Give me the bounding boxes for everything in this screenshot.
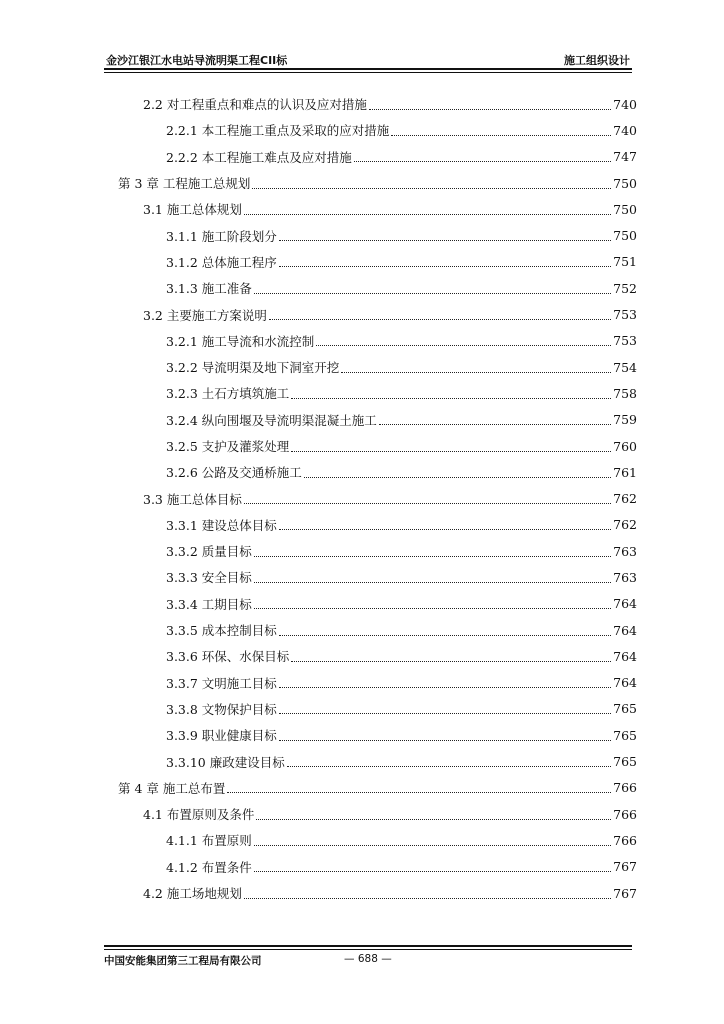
- toc-entry[interactable]: [0, 196, 724, 222]
- toc-entry-title: 2.2 对工程重点和难点的认识及应对措施: [143, 97, 367, 113]
- toc-entry-page: 759: [613, 412, 637, 428]
- toc-entry[interactable]: [0, 854, 724, 880]
- toc-dot-leader: [244, 898, 611, 899]
- toc-entry-page: 750: [613, 228, 637, 244]
- toc-dot-leader: [291, 661, 611, 662]
- toc-entry-page: 765: [613, 701, 637, 717]
- toc-dot-leader: [244, 503, 611, 504]
- toc-dot-leader: [379, 424, 611, 425]
- toc-entry-title: 3.1.3 施工准备: [166, 281, 252, 297]
- toc-entry-title: 4.1 布置原则及条件: [143, 807, 255, 823]
- toc-dot-leader: [279, 635, 611, 636]
- toc-dot-leader: [254, 845, 611, 846]
- toc-dot-leader: [287, 766, 611, 767]
- toc-entry[interactable]: [0, 380, 724, 406]
- toc-entry-page: 766: [613, 806, 637, 822]
- toc-entry[interactable]: [0, 538, 724, 564]
- toc-entry-page: 762: [613, 491, 637, 507]
- header-rule-thick: [104, 68, 632, 70]
- toc-entry-title: 3.3.8 文物保护目标: [166, 701, 277, 717]
- toc-entry-title: 3.2.6 公路及交通桥施工: [166, 465, 302, 481]
- toc-entry[interactable]: [0, 328, 724, 354]
- toc-entry-page: 750: [613, 175, 637, 191]
- toc-entry-page: 764: [613, 622, 637, 638]
- toc-entry[interactable]: [0, 144, 724, 170]
- toc-entry-page: 764: [613, 675, 637, 691]
- toc-dot-leader: [254, 871, 611, 872]
- page-header: [104, 52, 632, 68]
- toc-entry-page: 766: [613, 780, 637, 796]
- toc-entry[interactable]: [0, 722, 724, 748]
- toc-entry-page: 758: [613, 385, 637, 401]
- toc-entry-title: 3.3.5 成本控制目标: [166, 623, 277, 639]
- toc-entry[interactable]: [0, 801, 724, 827]
- toc-dot-leader: [244, 214, 611, 215]
- toc-entry[interactable]: [0, 275, 724, 301]
- footer-page-number: — 688 —: [344, 953, 392, 965]
- toc-dot-leader: [254, 608, 611, 609]
- toc-dot-leader: [279, 740, 611, 741]
- toc-entry-page: 762: [613, 517, 637, 533]
- toc-entry-page: 764: [613, 596, 637, 612]
- toc-entry[interactable]: [0, 748, 724, 774]
- toc-entry-title: 3.3.2 质量目标: [166, 544, 252, 560]
- toc-dot-leader: [291, 398, 611, 399]
- toc-entry[interactable]: [0, 301, 724, 327]
- toc-entry-title: 第 4 章 施工总布置: [118, 780, 226, 796]
- toc-entry-title: 3.1.1 施工阶段划分: [166, 228, 277, 244]
- toc-entry-page: 765: [613, 727, 637, 743]
- toc-dot-leader: [316, 345, 611, 346]
- toc-entry-page: 753: [613, 307, 637, 323]
- page-footer: [104, 953, 632, 969]
- toc-entry[interactable]: [0, 696, 724, 722]
- toc-entry-title: 4.1.1 布置原则: [166, 833, 252, 849]
- toc-entry-title: 第 3 章 工程施工总规划: [118, 176, 251, 192]
- toc-entry-title: 3.2.4 纵向围堰及导流明渠混凝土施工: [166, 412, 377, 428]
- toc-entry-page: 740: [613, 96, 637, 112]
- toc-entry-page: 765: [613, 754, 637, 770]
- toc-dot-leader: [269, 319, 611, 320]
- toc-entry-title: 4.1.2 布置条件: [166, 859, 252, 875]
- table-of-contents: [0, 91, 724, 906]
- toc-entry[interactable]: [0, 643, 724, 669]
- toc-entry-title: 3.2.2 导流明渠及地下洞室开挖: [166, 360, 340, 376]
- toc-entry-title: 3.3.7 文明施工目标: [166, 675, 277, 691]
- toc-entry[interactable]: [0, 617, 724, 643]
- toc-dot-leader: [279, 240, 611, 241]
- toc-entry[interactable]: [0, 880, 724, 906]
- toc-entry-page: 754: [613, 359, 637, 375]
- toc-dot-leader: [279, 713, 611, 714]
- toc-entry-title: 3.2.3 土石方填筑施工: [166, 386, 290, 402]
- toc-entry[interactable]: [0, 670, 724, 696]
- toc-entry-title: 3.3.4 工期目标: [166, 596, 252, 612]
- toc-entry-title: 3.3.10 廉政建设目标: [166, 754, 285, 770]
- footer-rule-thick: [104, 945, 632, 947]
- toc-dot-leader: [254, 556, 611, 557]
- toc-dot-leader: [256, 819, 611, 820]
- toc-entry[interactable]: [0, 512, 724, 538]
- footer-rule-thin: [104, 949, 632, 950]
- toc-entry-title: 3.3.1 建设总体目标: [166, 517, 277, 533]
- toc-entry[interactable]: [0, 170, 724, 196]
- toc-entry-page: 761: [613, 464, 637, 480]
- toc-entry-title: 3.3.9 职业健康目标: [166, 728, 277, 744]
- toc-entry[interactable]: [0, 91, 724, 117]
- toc-entry[interactable]: [0, 249, 724, 275]
- toc-entry[interactable]: [0, 591, 724, 617]
- toc-entry[interactable]: [0, 485, 724, 511]
- toc-entry-page: 763: [613, 543, 637, 559]
- toc-entry-title: 3.3 施工总体目标: [143, 491, 242, 507]
- toc-entry[interactable]: [0, 459, 724, 485]
- header-document-type: 施工组织设计: [564, 54, 630, 67]
- toc-entry-title: 3.1 施工总体规划: [143, 202, 242, 218]
- toc-entry-title: 3.2.1 施工导流和水流控制: [166, 333, 315, 349]
- toc-entry-title: 3.2.5 支护及灌浆处理: [166, 439, 290, 454]
- toc-entry-page: 740: [613, 122, 637, 138]
- footer-company-name: 中国安能集团第三工程局有限公司: [104, 955, 262, 967]
- toc-entry-title: 3.3.6 环保、水保目标: [166, 649, 290, 665]
- header-rule-thin: [104, 72, 632, 73]
- toc-entry[interactable]: [0, 775, 724, 801]
- toc-entry-page: 764: [613, 648, 637, 664]
- toc-entry-title: 3.3.3 安全目标: [166, 570, 252, 586]
- toc-entry[interactable]: [0, 564, 724, 590]
- toc-dot-leader: [291, 451, 611, 452]
- toc-entry-page: 751: [613, 254, 637, 270]
- toc-entry[interactable]: [0, 117, 724, 143]
- toc-dot-leader: [279, 266, 611, 267]
- toc-entry-page: 750: [613, 201, 637, 217]
- toc-entry-page: 767: [613, 859, 637, 875]
- toc-entry[interactable]: [0, 827, 724, 853]
- toc-dot-leader: [227, 792, 611, 793]
- header-project-title: 金沙江银江水电站导流明渠工程CII标: [106, 54, 288, 67]
- toc-entry-page: 747: [613, 149, 637, 165]
- toc-dot-leader: [341, 372, 611, 373]
- toc-entry[interactable]: [0, 407, 724, 433]
- toc-entry-page: 763: [613, 569, 637, 585]
- toc-dot-leader: [304, 477, 611, 478]
- toc-entry-page: 753: [613, 333, 637, 349]
- toc-dot-leader: [369, 109, 611, 110]
- toc-entry-page: 752: [613, 280, 637, 296]
- toc-entry[interactable]: [0, 222, 724, 248]
- toc-dot-leader: [279, 529, 611, 530]
- toc-entry-page: 767: [613, 885, 637, 901]
- toc-dot-leader: [391, 135, 611, 136]
- toc-entry[interactable]: [0, 354, 724, 380]
- toc-dot-leader: [252, 188, 611, 189]
- toc-entry-title: 3.1.2 总体施工程序: [166, 254, 277, 270]
- toc-entry[interactable]: [0, 433, 724, 459]
- toc-dot-leader: [254, 582, 611, 583]
- toc-dot-leader: [354, 161, 611, 162]
- toc-dot-leader: [279, 687, 611, 688]
- toc-entry-title: 2.2.1 本工程施工重点及采取的应对措施: [166, 123, 390, 139]
- toc-entry-title: 2.2.2 本工程施工难点及应对措施: [166, 149, 352, 165]
- toc-entry-title: 4.2 施工场地规划: [143, 886, 242, 902]
- toc-entry-page: 760: [613, 438, 637, 454]
- toc-dot-leader: [254, 293, 611, 294]
- toc-entry-page: 766: [613, 832, 637, 848]
- toc-entry-title: 3.2 主要施工方案说明: [143, 307, 267, 323]
